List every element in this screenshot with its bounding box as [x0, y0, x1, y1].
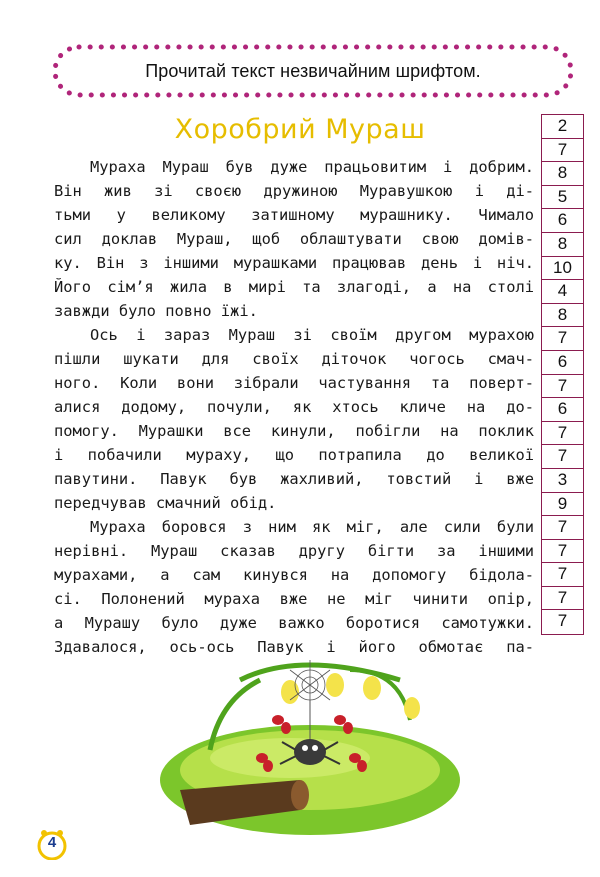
word-count-cell: 7 [557, 611, 568, 631]
word-count-cell: 2 [542, 115, 583, 139]
text-line: мурахами, а сам кинувся на допомогу бідола- [54, 566, 534, 584]
word-count-cell: 5 [542, 186, 583, 210]
text-line: алися додому, почули, як хтось кличе на до- [54, 398, 534, 416]
text-line: ку. Він з іншими мурашками працював день і ніч. [54, 254, 534, 272]
word-count-cell: 7 [542, 375, 583, 399]
text-line: передчував смачний обід. [54, 494, 277, 512]
text-line: сі. Полонений мураха вже не міг чинити опір, [54, 590, 534, 608]
word-count-cell: 7 [542, 540, 583, 564]
text-line: сил доклав Мураш, щоб облаштувати свою домів- [54, 230, 534, 248]
word-count-cell: 7 [542, 516, 583, 540]
word-count-column [541, 114, 584, 635]
word-count-cell: 7 [542, 139, 583, 163]
word-count-cell: 8 [542, 233, 583, 257]
word-count-cell: 6 [542, 351, 583, 375]
word-count-cell: 10 [542, 257, 583, 281]
text-line: Мураха Мураш був дуже працьовитим і добрим. [90, 158, 534, 176]
text-line: Ось і зараз Мураш зі своїм другом мурахою [90, 326, 534, 344]
word-count-cell: 4 [542, 280, 583, 304]
text-line: завжди було повно їжі. [54, 302, 258, 320]
text-line: павутини. Павук був жахливий, товстий і вже [54, 470, 534, 488]
text-line: пішли шукати для своїх діточок чогось смач- [54, 350, 534, 368]
word-count-cell: 9 [542, 493, 583, 517]
text-line: а Мурашу було дуже важко боротися самотужки. [54, 614, 534, 632]
text-line: ного. Коли вони зібрали частування та поверт- [54, 374, 534, 392]
word-count-cell: 7 [542, 445, 583, 469]
word-count-cell: 3 [542, 469, 583, 493]
instruction-text: Прочитай текст незвичайним шрифтом. [145, 60, 481, 81]
text-line: нерівні. Мураш сказав другу бігти за іншими [54, 542, 534, 560]
text-line: помогу. Мурашки все кинули, побігли на поклик [54, 422, 534, 440]
page-number [36, 828, 68, 860]
word-count-cell: 7 [542, 563, 583, 587]
word-count-cell: 8 [542, 162, 583, 186]
word-count-cell: 6 [542, 398, 583, 422]
word-count-cell: 7 [542, 422, 583, 446]
instruction-box [52, 44, 574, 98]
ants-spider-illustration [150, 640, 470, 840]
text-line: Здавалося, ось-ось Павук і його обмотає па- [54, 638, 534, 656]
text-line: тьми у великому затишному мурашнику. Чимало [54, 206, 534, 224]
word-count-cell: 7 [542, 587, 583, 611]
text-line: Він жив зі своєю дружиною Муравушкою і ді- [54, 182, 534, 200]
word-count-cell: 7 [542, 327, 583, 351]
story-title: Хоробрий Мураш [174, 114, 426, 145]
word-count-cell: 6 [542, 209, 583, 233]
word-count-cell: 8 [542, 304, 583, 328]
page-number-text: 4 [47, 834, 57, 851]
text-line: Мураха боровся з ним як міг, але сили були [90, 518, 534, 536]
text-line: і побачили мураху, що потрапила до великої [54, 446, 534, 464]
text-line: Його сім’я жила в мирі та злагоді, а на столі [54, 278, 534, 296]
